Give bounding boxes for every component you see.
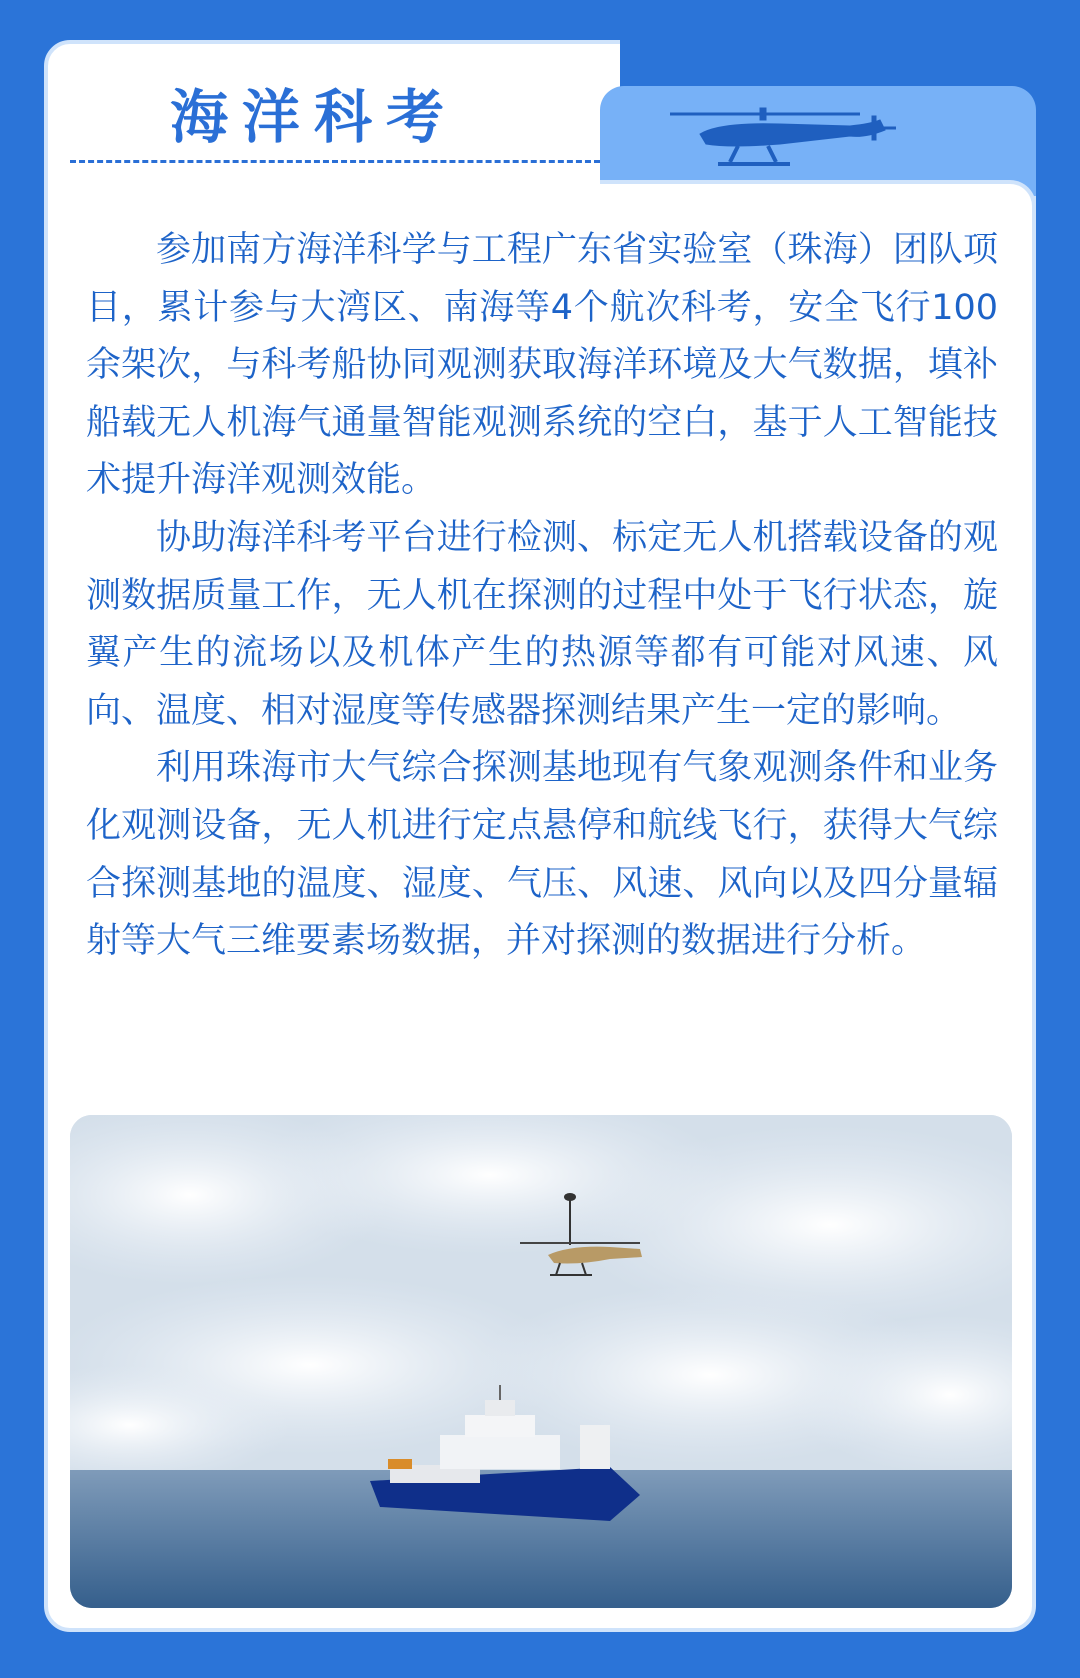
- research-vessel-photo: [70, 1115, 1012, 1608]
- section-title: 海洋科考: [170, 83, 459, 151]
- paragraph-2: 协助海洋科考平台进行检测、标定无人机搭载设备的观测数据质量工作，无人机在探测的过程中处于飞行状态，旋翼产生的流场以及机体产生的热源等都有可能对风速、风向、温度、相对湿度等传感器探测结果产生一定的影响。: [86, 517, 998, 731]
- paragraph-1: 参加南方海洋科学与工程广东省实验室（珠海）团队项目，累计参与大湾区、南海等4个航次科考，安全飞行100余架次，与科考船协同观测获取海洋环境及大气数据，填补船载无人机海气通量智能观测系统的空白，基于人工智能技术提升海洋观测效能。: [86, 230, 998, 501]
- drone-icon: [660, 100, 900, 180]
- paragraph-3: 利用珠海市大气综合探测基地现有气象观测条件和业务化观测设备，无人机进行定点悬停和航线飞行，获得大气综合探测基地的温度、湿度、气压、风速、风向以及四分量辐射等大气三维要素场数据，并对探测的数据进行分析。: [86, 748, 998, 962]
- card-top-right-edge: [600, 180, 1036, 220]
- body-text: [86, 222, 998, 971]
- title-divider: [70, 160, 600, 163]
- photo-scene: [70, 1115, 1012, 1608]
